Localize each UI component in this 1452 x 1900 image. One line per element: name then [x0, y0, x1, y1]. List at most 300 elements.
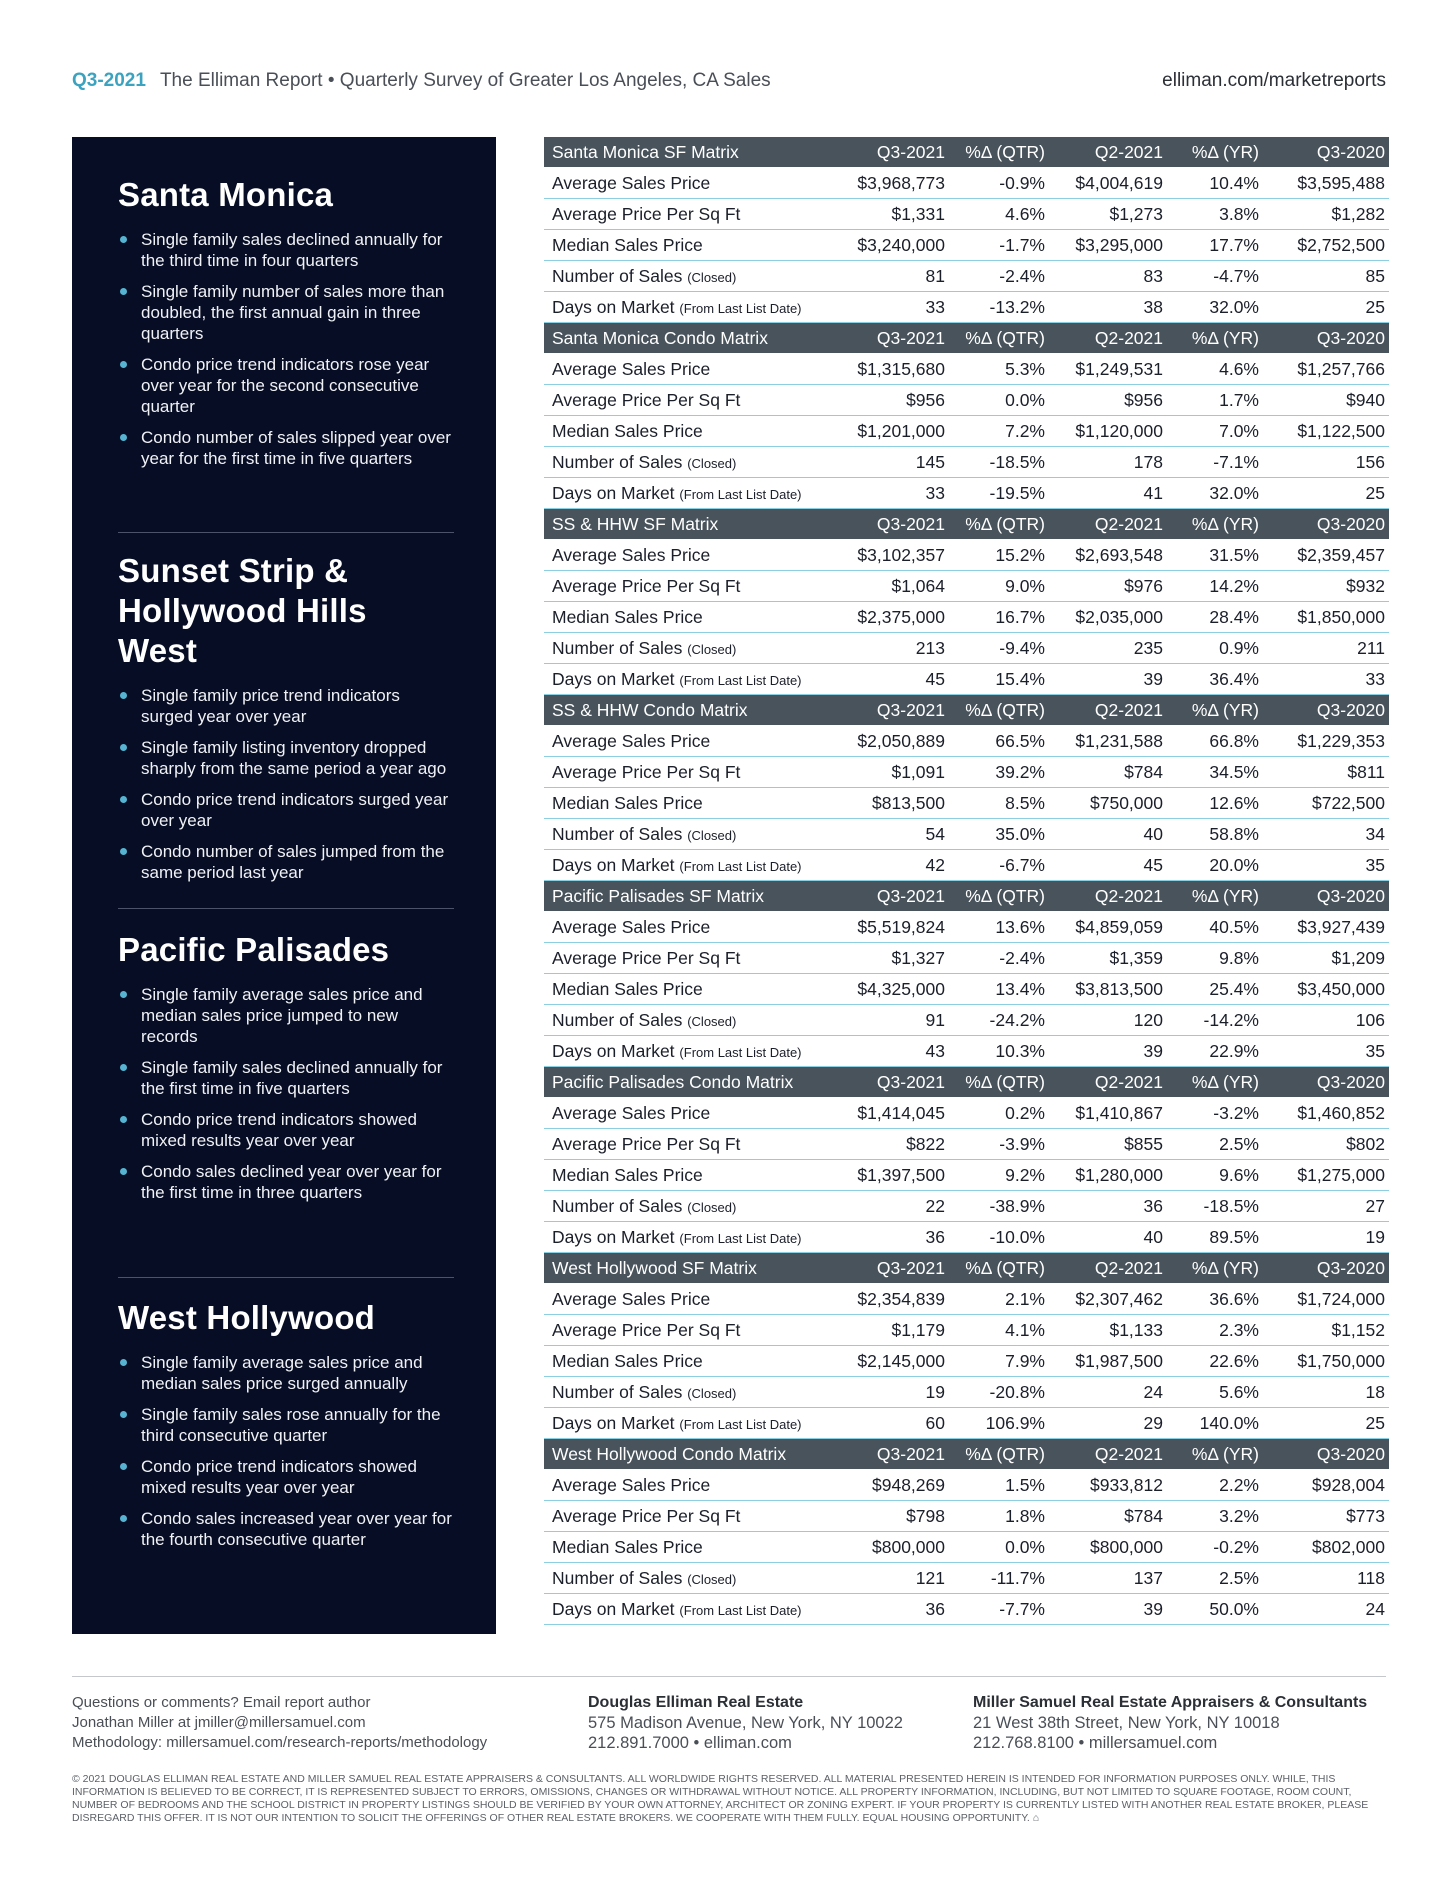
table-row — [544, 230, 1389, 261]
bullet-dot-icon — [120, 434, 127, 441]
elliman-contact: 212.891.7000 • elliman.com — [588, 1734, 792, 1752]
column-header: %Δ (YR) — [1167, 1253, 1263, 1284]
column-header: Q2-2021 — [1049, 137, 1167, 168]
table-cell: $3,595,488 — [1263, 168, 1389, 199]
bullet-dot-icon — [120, 744, 127, 751]
table-cell: $802,000 — [1263, 1532, 1389, 1563]
table-cell: -2.4% — [949, 943, 1049, 974]
table-cell: 9.0% — [949, 571, 1049, 602]
table-cell: 2.5% — [1167, 1563, 1263, 1594]
table-cell: 1.8% — [949, 1501, 1049, 1532]
table-cell: -18.5% — [949, 447, 1049, 478]
row-note: (From Last List Date) — [679, 486, 802, 502]
table-cell: 13.4% — [949, 974, 1049, 1005]
row-label: Median Sales Price — [544, 788, 844, 819]
table-cell: $2,050,889 — [844, 726, 949, 757]
table-cell: 121 — [844, 1563, 949, 1594]
table-cell: $2,354,839 — [844, 1284, 949, 1315]
table-cell: 45 — [1049, 850, 1167, 881]
row-label: Days on Market (From Last List Date) — [544, 478, 844, 509]
matrix-header-row — [544, 881, 1389, 912]
bullet-item: Single family price trend indicators surged year over year — [118, 685, 454, 727]
table-row — [544, 664, 1389, 695]
table-cell: 13.6% — [949, 912, 1049, 943]
table-cell: 36 — [844, 1594, 949, 1625]
table-cell: 15.2% — [949, 540, 1049, 571]
column-header: Q3-2020 — [1263, 1253, 1389, 1284]
table-row — [544, 1036, 1389, 1067]
bullet-dot-icon — [120, 1411, 127, 1418]
table-cell: -24.2% — [949, 1005, 1049, 1036]
table-cell: $1,249,531 — [1049, 354, 1167, 385]
section-west-hollywood — [118, 1298, 454, 1560]
bullet-item: Single family sales declined annually for the first time in five quarters — [118, 1057, 454, 1099]
row-label: Average Sales Price — [544, 168, 844, 199]
highlights-sidebar — [72, 137, 496, 1634]
row-label: Days on Market (From Last List Date) — [544, 664, 844, 695]
matrix-title: Santa Monica Condo Matrix — [544, 323, 844, 354]
table-cell: 36.4% — [1167, 664, 1263, 695]
table-cell: 19 — [1263, 1222, 1389, 1253]
table-row — [544, 1594, 1389, 1625]
row-label: Number of Sales (Closed) — [544, 447, 844, 478]
section-santa-monica — [118, 175, 454, 479]
miller-name: Miller Samuel Real Estate Appraisers & Consultants — [973, 1694, 1368, 1711]
table-cell: 33 — [844, 478, 949, 509]
page-header — [72, 70, 1386, 100]
row-note: (Closed) — [687, 269, 737, 285]
market-matrix-table — [544, 137, 1389, 1625]
matrix-header-row — [544, 695, 1389, 726]
matrix-title: SS & HHW Condo Matrix — [544, 695, 844, 726]
column-header: Q2-2021 — [1049, 695, 1167, 726]
table-cell: $1,987,500 — [1049, 1346, 1167, 1377]
table-cell: -20.8% — [949, 1377, 1049, 1408]
table-cell: $1,133 — [1049, 1315, 1167, 1346]
table-row — [544, 1377, 1389, 1408]
table-cell: $976 — [1049, 571, 1167, 602]
row-note: (Closed) — [687, 1199, 737, 1215]
column-header: %Δ (YR) — [1167, 1439, 1263, 1470]
row-label: Average Price Per Sq Ft — [544, 1129, 844, 1160]
table-cell: 24 — [1049, 1377, 1167, 1408]
table-cell: 178 — [1049, 447, 1167, 478]
bullet-dot-icon — [120, 796, 127, 803]
table-cell: $813,500 — [844, 788, 949, 819]
table-cell: 4.6% — [1167, 354, 1263, 385]
table-cell: 36 — [844, 1222, 949, 1253]
section-title: West Hollywood — [118, 1299, 376, 1336]
table-cell: 20.0% — [1167, 850, 1263, 881]
column-header: %Δ (QTR) — [949, 509, 1049, 540]
table-cell: 24 — [1263, 1594, 1389, 1625]
table-cell: $1,275,000 — [1263, 1160, 1389, 1191]
table-cell: $855 — [1049, 1129, 1167, 1160]
table-cell: 3.8% — [1167, 199, 1263, 230]
column-header: Q3-2020 — [1263, 881, 1389, 912]
table-cell: -2.4% — [949, 261, 1049, 292]
table-cell: 66.5% — [949, 726, 1049, 757]
table-cell: 9.2% — [949, 1160, 1049, 1191]
column-header: %Δ (QTR) — [949, 137, 1049, 168]
table-cell: 0.0% — [949, 1532, 1049, 1563]
table-cell: $4,325,000 — [844, 974, 949, 1005]
table-cell: 1.7% — [1167, 385, 1263, 416]
table-cell: 32.0% — [1167, 292, 1263, 323]
miller-contact: 212.768.8100 • millersamuel.com — [973, 1734, 1218, 1752]
table-cell: -38.9% — [949, 1191, 1049, 1222]
bullet-dot-icon — [120, 361, 127, 368]
table-row — [544, 1005, 1389, 1036]
table-cell: $3,295,000 — [1049, 230, 1167, 261]
row-label: Average Price Per Sq Ft — [544, 1501, 844, 1532]
column-header: Q3-2021 — [844, 1439, 949, 1470]
table-cell: 2.2% — [1167, 1470, 1263, 1501]
table-cell: $2,375,000 — [844, 602, 949, 633]
row-note: (Closed) — [687, 827, 737, 843]
row-label: Days on Market (From Last List Date) — [544, 1408, 844, 1439]
table-cell: $2,307,462 — [1049, 1284, 1167, 1315]
table-cell: 10.3% — [949, 1036, 1049, 1067]
table-cell: 83 — [1049, 261, 1167, 292]
table-cell: 25 — [1263, 292, 1389, 323]
elliman-name: Douglas Elliman Real Estate — [588, 1694, 804, 1711]
column-header: %Δ (YR) — [1167, 695, 1263, 726]
table-cell: $3,240,000 — [844, 230, 949, 261]
table-cell: 33 — [1263, 664, 1389, 695]
table-cell: 3.2% — [1167, 1501, 1263, 1532]
table-cell: -18.5% — [1167, 1191, 1263, 1222]
table-cell: 25 — [1263, 1408, 1389, 1439]
table-row — [544, 1470, 1389, 1501]
table-cell: $1,315,680 — [844, 354, 949, 385]
row-note: (From Last List Date) — [679, 672, 802, 688]
matrix-title: Pacific Palisades SF Matrix — [544, 881, 844, 912]
table-cell: 85 — [1263, 261, 1389, 292]
column-header: Q3-2021 — [844, 509, 949, 540]
row-label: Number of Sales (Closed) — [544, 1563, 844, 1594]
table-cell: 39 — [1049, 664, 1167, 695]
table-row — [544, 633, 1389, 664]
row-label: Median Sales Price — [544, 230, 844, 261]
row-label: Days on Market (From Last List Date) — [544, 1222, 844, 1253]
table-cell: 35.0% — [949, 819, 1049, 850]
matrix-header-row — [544, 1067, 1389, 1098]
row-label: Average Price Per Sq Ft — [544, 757, 844, 788]
table-cell: -14.2% — [1167, 1005, 1263, 1036]
table-cell: 211 — [1263, 633, 1389, 664]
row-label: Average Sales Price — [544, 1470, 844, 1501]
column-header: %Δ (QTR) — [949, 881, 1049, 912]
row-label: Average Sales Price — [544, 354, 844, 385]
column-header: %Δ (YR) — [1167, 137, 1263, 168]
column-header: Q3-2020 — [1263, 1439, 1389, 1470]
table-cell: 4.6% — [949, 199, 1049, 230]
table-cell: -11.7% — [949, 1563, 1049, 1594]
bullet-dot-icon — [120, 1359, 127, 1366]
footer-divider — [72, 1676, 1386, 1677]
table-cell: 16.7% — [949, 602, 1049, 633]
column-header: Q2-2021 — [1049, 509, 1167, 540]
table-cell: $933,812 — [1049, 1470, 1167, 1501]
table-cell: $2,145,000 — [844, 1346, 949, 1377]
table-row — [544, 788, 1389, 819]
row-label: Median Sales Price — [544, 1532, 844, 1563]
table-cell: 17.7% — [1167, 230, 1263, 261]
table-row — [544, 416, 1389, 447]
row-note: (Closed) — [687, 1385, 737, 1401]
table-cell: 91 — [844, 1005, 949, 1036]
table-cell: 118 — [1263, 1563, 1389, 1594]
table-cell: $948,269 — [844, 1470, 949, 1501]
table-row — [544, 1160, 1389, 1191]
row-note: (From Last List Date) — [679, 1230, 802, 1246]
table-cell: 40 — [1049, 819, 1167, 850]
table-cell: 58.8% — [1167, 819, 1263, 850]
table-row — [544, 1284, 1389, 1315]
table-cell: $1,201,000 — [844, 416, 949, 447]
table-cell: $800,000 — [1049, 1532, 1167, 1563]
table-cell: 40 — [1049, 1222, 1167, 1253]
row-label: Average Sales Price — [544, 1284, 844, 1315]
row-label: Average Sales Price — [544, 540, 844, 571]
table-cell: $940 — [1263, 385, 1389, 416]
bullet-item: Condo number of sales slipped year over year for the first time in five quarters — [118, 427, 454, 469]
table-cell: 2.5% — [1167, 1129, 1263, 1160]
table-cell: -9.4% — [949, 633, 1049, 664]
table-cell: 22.9% — [1167, 1036, 1263, 1067]
table-cell: 33 — [844, 292, 949, 323]
table-row — [544, 199, 1389, 230]
table-row — [544, 1129, 1389, 1160]
table-cell: 27 — [1263, 1191, 1389, 1222]
section-pacific-palisades — [118, 930, 454, 1213]
bullet-item: Condo price trend indicators rose year over year for the second consecutive quarter — [118, 354, 454, 417]
contact-line: Questions or comments? Email report author — [72, 1694, 371, 1711]
column-header: %Δ (YR) — [1167, 323, 1263, 354]
row-note: (Closed) — [687, 1571, 737, 1587]
methodology-link[interactable]: Methodology: millersamuel.com/research-reports/methodology — [72, 1734, 488, 1751]
bullet-item: Condo price trend indicators showed mixed results year over year — [118, 1109, 454, 1151]
row-label: Average Price Per Sq Ft — [544, 385, 844, 416]
table-row — [544, 168, 1389, 199]
report-title: The Elliman Report • Quarterly Survey of Greater Los Angeles, CA Sales — [159, 70, 771, 91]
bullet-dot-icon — [120, 236, 127, 243]
row-label: Average Sales Price — [544, 726, 844, 757]
column-header: Q3-2020 — [1263, 695, 1389, 726]
contact-email-link[interactable]: Jonathan Miller at jmiller@millersamuel.com — [72, 1714, 366, 1731]
row-label: Number of Sales (Closed) — [544, 633, 844, 664]
table-cell: $1,327 — [844, 943, 949, 974]
matrix-header-row — [544, 137, 1389, 168]
column-header: %Δ (YR) — [1167, 1067, 1263, 1098]
table-cell: 14.2% — [1167, 571, 1263, 602]
table-cell: $1,179 — [844, 1315, 949, 1346]
row-note: (From Last List Date) — [679, 300, 802, 316]
table-cell: 8.5% — [949, 788, 1049, 819]
table-row — [544, 354, 1389, 385]
table-cell: $3,102,357 — [844, 540, 949, 571]
table-cell: 34.5% — [1167, 757, 1263, 788]
bullet-item: Single family number of sales more than doubled, the first annual gain in three quarters — [118, 281, 454, 344]
report-quarter: Q3-2021 — [72, 70, 146, 91]
table-cell: 235 — [1049, 633, 1167, 664]
row-note: (Closed) — [687, 455, 737, 471]
table-cell: 34 — [1263, 819, 1389, 850]
table-cell: $1,257,766 — [1263, 354, 1389, 385]
table-cell: $1,231,588 — [1049, 726, 1167, 757]
table-cell: 36 — [1049, 1191, 1167, 1222]
footer-contact — [72, 1693, 532, 1753]
table-row — [544, 478, 1389, 509]
table-cell: $750,000 — [1049, 788, 1167, 819]
matrix-header-row — [544, 1439, 1389, 1470]
table-cell: 18 — [1263, 1377, 1389, 1408]
table-cell: $802 — [1263, 1129, 1389, 1160]
row-label: Average Price Per Sq Ft — [544, 571, 844, 602]
row-note: (From Last List Date) — [679, 1044, 802, 1060]
column-header: Q3-2021 — [844, 881, 949, 912]
table-cell: 31.5% — [1167, 540, 1263, 571]
table-cell: $3,968,773 — [844, 168, 949, 199]
table-cell: 81 — [844, 261, 949, 292]
table-cell: $2,693,548 — [1049, 540, 1167, 571]
table-cell: 145 — [844, 447, 949, 478]
section-title: Santa Monica — [118, 176, 334, 213]
legal-disclaimer: © 2021 DOUGLAS ELLIMAN REAL ESTATE AND MILLER SAMUEL REAL ESTATE APPRAISERS & CONSULTANTS. ALL WORLDWIDE RIGHTS RESERVED. ALL MATERIAL PRESENTED HEREIN IS INTENDED FOR INFORMATION PURPOSES ONLY. WHILE, THIS INFORMATION IS BELIEVED TO BE CORRECT, IT IS REPRESENTED SUBJECT TO ERRORS, OMISSIONS, CHANGES OR WITHDRAWAL WITHOUT NOTICE. ALL PROPERTY INFORMATION, INCLUDING, BUT NOT LIMITED TO SQUARE FOOTAGE, ROOM COUNT, NUMBER OF BEDROOMS AND THE SCHOOL DISTRICT IN PROPERTY LISTINGS SHOULD BE VERIFIED BY YOUR OWN ATTORNEY, ARCHITECT OR ZONING EXPERT. IF YOUR PROPERTY IS CURRENTLY LISTED WITH ANOTHER REAL ESTATE BROKER, PLEASE DISREGARD THIS OFFER. IT IS NOT OUR INTENTION TO SOLICIT THE OFFERINGS OF OTHER REAL ESTATE BROKERS. WE COOPERATE WITH THEM FULLY. EQUAL HOUSING OPPORTUNITY. ⌂ — [72, 1773, 1369, 1824]
table-row — [544, 1346, 1389, 1377]
table-cell: -0.2% — [1167, 1532, 1263, 1563]
table-cell: 7.2% — [949, 416, 1049, 447]
table-cell: 5.6% — [1167, 1377, 1263, 1408]
table-cell: 38 — [1049, 292, 1167, 323]
table-cell: 60 — [844, 1408, 949, 1439]
column-header: Q3-2021 — [844, 1067, 949, 1098]
table-cell: -1.7% — [949, 230, 1049, 261]
table-cell: $2,752,500 — [1263, 230, 1389, 261]
table-cell: 106 — [1263, 1005, 1389, 1036]
report-url-link[interactable]: elliman.com/marketreports — [1162, 70, 1386, 91]
section-divider — [118, 532, 454, 533]
row-label: Number of Sales (Closed) — [544, 1005, 844, 1036]
table-cell: $932 — [1263, 571, 1389, 602]
column-header: Q3-2020 — [1263, 323, 1389, 354]
table-cell: -10.0% — [949, 1222, 1049, 1253]
table-cell: $1,209 — [1263, 943, 1389, 974]
row-label: Number of Sales (Closed) — [544, 261, 844, 292]
bullet-dot-icon — [120, 1463, 127, 1470]
table-cell: $1,273 — [1049, 199, 1167, 230]
bullet-item: Condo price trend indicators surged year over year — [118, 789, 454, 831]
table-cell: 40.5% — [1167, 912, 1263, 943]
column-header: Q3-2021 — [844, 137, 949, 168]
matrix-title: West Hollywood SF Matrix — [544, 1253, 844, 1284]
table-row — [544, 1191, 1389, 1222]
elliman-address: 575 Madison Avenue, New York, NY 10022 — [588, 1714, 903, 1732]
matrix-title: Pacific Palisades Condo Matrix — [544, 1067, 844, 1098]
table-cell: 156 — [1263, 447, 1389, 478]
table-cell: 1.5% — [949, 1470, 1049, 1501]
table-cell: 39 — [1049, 1594, 1167, 1625]
table-cell: $1,397,500 — [844, 1160, 949, 1191]
column-header: %Δ (YR) — [1167, 509, 1263, 540]
table-cell: 22.6% — [1167, 1346, 1263, 1377]
row-label: Average Sales Price — [544, 912, 844, 943]
table-row — [544, 385, 1389, 416]
table-cell: $773 — [1263, 1501, 1389, 1532]
bullet-item: Condo number of sales jumped from the same period last year — [118, 841, 454, 883]
table-cell: 28.4% — [1167, 602, 1263, 633]
table-cell: 0.2% — [949, 1098, 1049, 1129]
table-cell: $1,750,000 — [1263, 1346, 1389, 1377]
column-header: Q3-2020 — [1263, 1067, 1389, 1098]
table-cell: -19.5% — [949, 478, 1049, 509]
column-header: Q2-2021 — [1049, 1253, 1167, 1284]
table-cell: 35 — [1263, 1036, 1389, 1067]
table-row — [544, 1098, 1389, 1129]
table-cell: 0.9% — [1167, 633, 1263, 664]
table-row — [544, 1501, 1389, 1532]
table-cell: 213 — [844, 633, 949, 664]
column-header: %Δ (QTR) — [949, 1439, 1049, 1470]
table-row — [544, 1563, 1389, 1594]
table-cell: 9.8% — [1167, 943, 1263, 974]
table-cell: $1,229,353 — [1263, 726, 1389, 757]
row-label: Median Sales Price — [544, 1346, 844, 1377]
row-label: Days on Market (From Last List Date) — [544, 292, 844, 323]
table-cell: $2,359,457 — [1263, 540, 1389, 571]
bullet-item: Single family sales declined annually for the third time in four quarters — [118, 229, 454, 271]
column-header: Q3-2021 — [844, 323, 949, 354]
table-row — [544, 912, 1389, 943]
table-row — [544, 757, 1389, 788]
row-label: Days on Market (From Last List Date) — [544, 1036, 844, 1067]
table-cell: $4,004,619 — [1049, 168, 1167, 199]
table-cell: -7.7% — [949, 1594, 1049, 1625]
bullet-item: Single family average sales price and median sales price surged annually — [118, 1352, 454, 1394]
table-cell: $1,331 — [844, 199, 949, 230]
table-cell: 120 — [1049, 1005, 1167, 1036]
matrix-header-row — [544, 509, 1389, 540]
row-label: Average Sales Price — [544, 1098, 844, 1129]
bullet-item: Single family listing inventory dropped sharply from the same period a year ago — [118, 737, 454, 779]
bullet-item: Single family average sales price and median sales price jumped to new records — [118, 984, 454, 1047]
table-cell: $784 — [1049, 757, 1167, 788]
table-cell: 19 — [844, 1377, 949, 1408]
table-cell: $1,359 — [1049, 943, 1167, 974]
table-row — [544, 819, 1389, 850]
table-cell: 12.6% — [1167, 788, 1263, 819]
table-cell: 7.9% — [949, 1346, 1049, 1377]
table-row — [544, 850, 1389, 881]
row-label: Median Sales Price — [544, 416, 844, 447]
table-cell: 15.4% — [949, 664, 1049, 695]
table-row — [544, 292, 1389, 323]
table-cell: $4,859,059 — [1049, 912, 1167, 943]
table-cell: $956 — [1049, 385, 1167, 416]
table-cell: $1,064 — [844, 571, 949, 602]
table-cell: $1,282 — [1263, 199, 1389, 230]
row-label: Average Price Per Sq Ft — [544, 1315, 844, 1346]
column-header: %Δ (YR) — [1167, 881, 1263, 912]
table-cell: 22 — [844, 1191, 949, 1222]
column-header: Q2-2021 — [1049, 323, 1167, 354]
table-cell: 10.4% — [1167, 168, 1263, 199]
row-label: Average Price Per Sq Ft — [544, 943, 844, 974]
section-sunset-strip — [118, 551, 454, 893]
bullet-dot-icon — [120, 1064, 127, 1071]
section-title: Sunset Strip & Hollywood Hills West — [118, 552, 367, 669]
